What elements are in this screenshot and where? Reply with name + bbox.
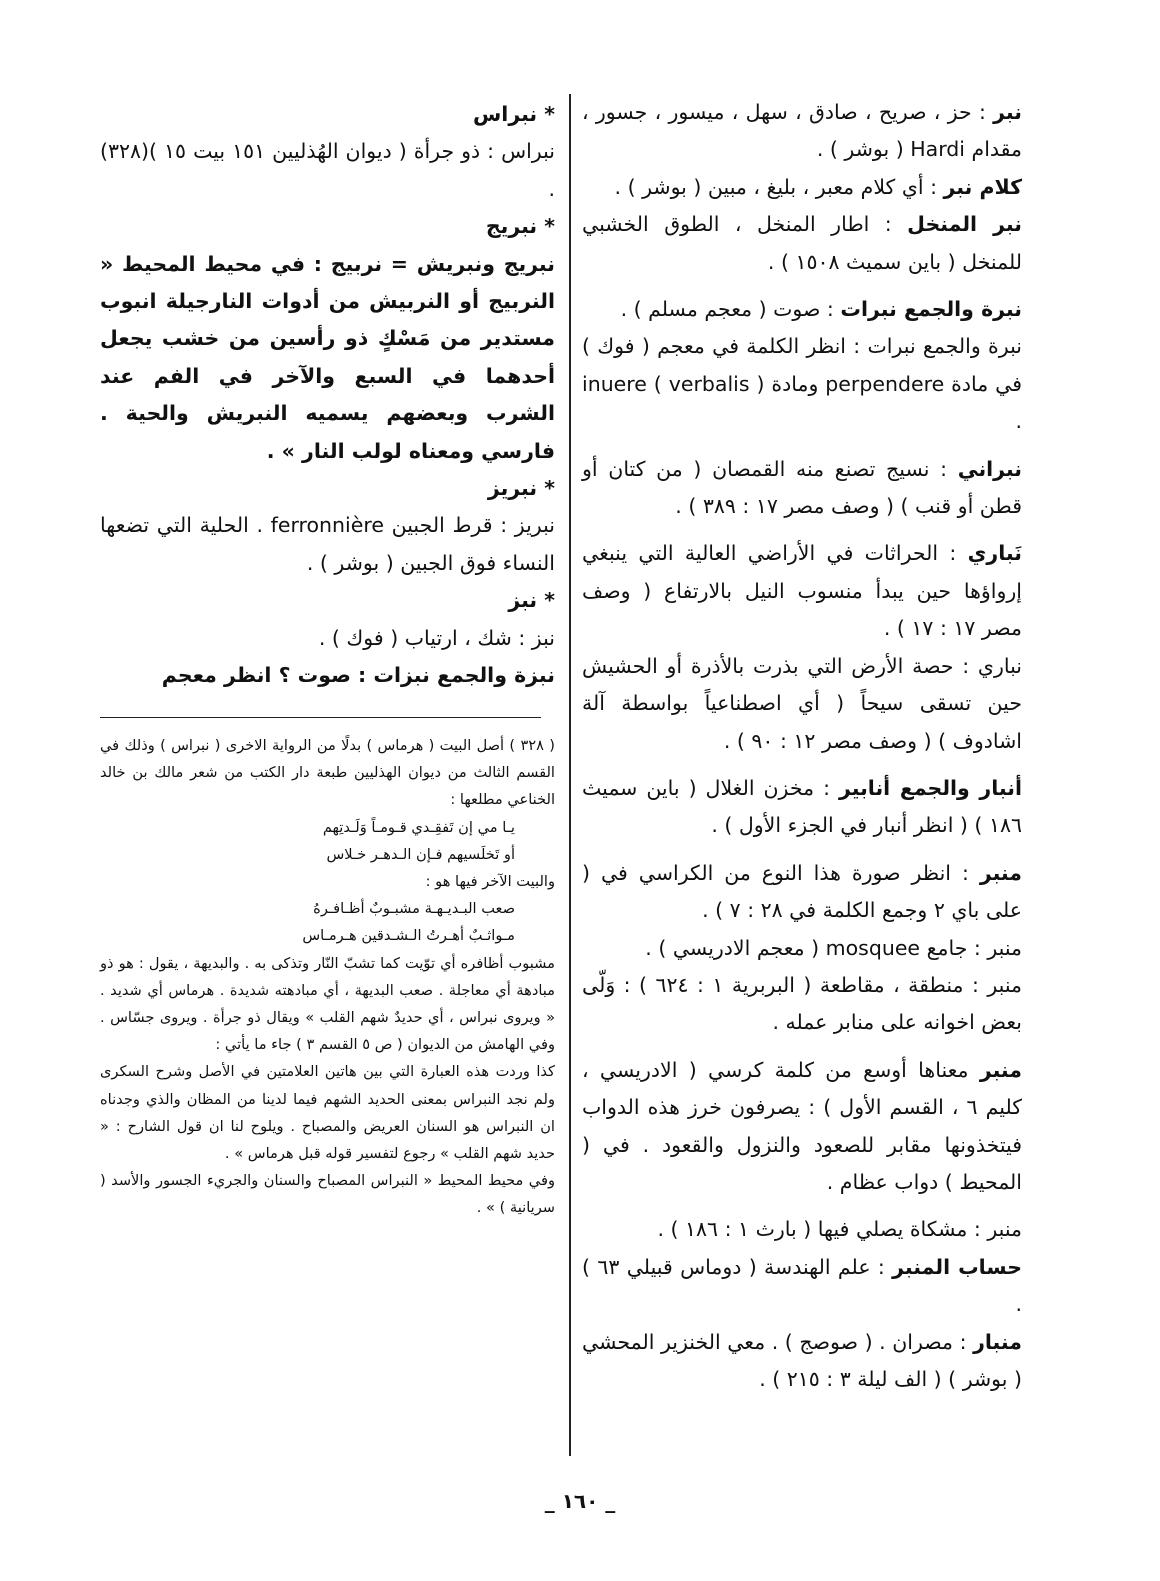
footnote-paragraph: والبيت الآخر فيها هو : <box>425 873 555 891</box>
dictionary-entry <box>582 451 1022 526</box>
footnote-paragraph: مشبوب أظافره أي توّيت كما تشبّ النّار وتذكى به . والبديهة ، يقول : هو ذو مبادهة أي معاجلة . صعب البديهة ، أي مبادهته شديدة . هرماس أي شديد . « ويروى نبراس ، أي حديدٌ شهم القلب » ويقال ذو جرأة . ويروى جسّاس . وفي الهامش من الديوان ( ص ٥ القسم ٣ ) جاء ما يأتي : <box>100 954 555 1054</box>
footnote-section <box>100 732 555 1222</box>
entry-definition: : انظر صورة هذا النوع من الكراسي في ( على باي ٢ وجمع الكلمة في ٢٨ : ٧ ) . <box>582 860 1022 923</box>
entry-definition: : علم الهندسة ( دوماس قبيلي ٦٣ ) . <box>582 1254 1022 1317</box>
section-heading: * نبز <box>508 588 555 613</box>
entry-headword: حساب المنبر <box>892 1254 1023 1279</box>
entry-definition: : أي كلام معبر ، بليغ ، مبين ( بوشر ) . <box>614 174 944 199</box>
poem-verse: يـا مي إن تَفقِـدي قـومـاً وَلَـدتِهم <box>322 818 515 836</box>
dictionary-entry <box>582 206 1022 281</box>
entry-headword: كلام نبر <box>943 174 1022 199</box>
dictionary-entry: نبزة والجمع نبزات : صوت ؟ انظر معجم <box>161 663 555 688</box>
dictionary-entry <box>582 967 1022 1042</box>
entry-headword: نبراني <box>957 456 1022 481</box>
entry-definition: منبر : مشكاة يصلي فيها ( بارث ١ : ١٨٦ ) . <box>657 1217 1022 1242</box>
entry-definition: : حز ، صريح ، صادق ، سهل ، ميسور ، جسور ، مقدام Hardi ( بوشر ) . <box>582 100 1022 162</box>
poem-verse: صعب البـديـهـة مشبـوبٌ أظـافـرهُ <box>313 900 515 918</box>
dictionary-entry <box>582 648 1022 760</box>
footnote-rule <box>100 717 541 718</box>
dictionary-entry: نبريج ونبريش = نربيج : في محيط المحيط « النربيج أو النربيش من أدوات النارجيلة انبوب مستدير من مَسْكٍ ذو رأسين من خشب يجعل أحدهما في السبع والآخر في الفم عند الشرب وبعضهم يسميه النبريش والحية . فارسي ومعناه لولب النار » . <box>100 251 555 463</box>
entry-definition: منبر : جامع mosquee ( معجم الادريسي ) . <box>645 935 1022 960</box>
dictionary-entry <box>582 1324 1022 1399</box>
dictionary-entry <box>582 930 1022 967</box>
entry-headword: نَباري <box>967 541 1022 566</box>
entry-headword: نبر المنخل <box>907 212 1022 237</box>
entry-definition: : صوت ( معجم مسلم ) . <box>620 297 841 322</box>
section-heading: * نبريز <box>487 476 555 501</box>
dictionary-entry <box>582 328 1022 440</box>
dictionary-entry <box>582 1211 1022 1248</box>
entry-definition: معناها أوسع من كلمة كرسي ( الادريسي ، كليم ٦ ، القسم الأول ) : يصرفون خرز هذه الدواب فيتخذونها مقابر للصعود والنزول والقعود . في ( المحيط ) دواب عظام . <box>582 1057 1022 1194</box>
footnote-paragraph: كذا وردت هذه العبارة التي بين هاتين العلامتين في الأصل وشرح السكرى ولم نجد النبراس بمعنى الحديد الشهم فيما لدينا من المظان والذي وجدناه ان النبراس هو السنان العريض والمصباح . ويلوح لنا ان قول الشارح : « حديد شهم القلب » رجوع لتفسير قوله قبل هرماس » . <box>100 1063 555 1163</box>
entry-headword: منبر <box>979 1057 1022 1082</box>
poem-verse: مـواثـبٌ أهـرتُ الـشـدقين هـرمـاس <box>302 927 515 945</box>
entry-definition: منبر : منطقة ، مقاطعة ( البربرية ١ : ٦٢٤ ) : وَلّى بعض اخوانه على منابر عمله . <box>582 972 1022 1035</box>
entry-headword: منبر <box>979 860 1022 885</box>
dictionary-entry <box>582 1249 1022 1324</box>
dictionary-entry: نبز : شك ، ارتياب ( فوك ) . <box>318 625 555 650</box>
entry-definition: : مخزن الغلال ( باين سميث ١٨٦ ) ( انظر أنبار في الجزء الأول ) . <box>582 775 1022 838</box>
dictionary-entry <box>582 770 1022 845</box>
entry-headword: نبرة والجمع نبرات <box>840 297 1022 322</box>
dictionary-entry <box>582 94 1022 169</box>
footnote-paragraph: ( ٣٢٨ ) أصل البيت ( هرماس ) بدلًا من الرواية الاخرى ( نبراس ) وذلك في القسم الثالث من ديوان الهذليين طبعة دار الكتب من شعر مالك بن خالد الخناعي مطلعها : <box>100 737 555 809</box>
entry-definition: : الحراثات في الأراضي العالية التي ينبغي إرواؤها حين يبدأ منسوب النيل بالارتفاع ( وصف مصر ١٧ : ١٧ ) . <box>582 541 1022 641</box>
entry-definition: نبرة والجمع نبرات : انظر الكلمة في معجم ( فوك ) في مادة perpendere ومادة inuere ( verbalis ) . <box>582 334 1023 434</box>
column-divider <box>569 94 571 1456</box>
dictionary-entry <box>582 855 1022 930</box>
footnote-paragraph: وفي محيط المحيط « النبراس المصباح والسنان والجريء الجسور والأسد ( سريانية ) » . <box>100 1172 555 1217</box>
section-heading: * نبريج <box>485 214 555 239</box>
left-column <box>100 96 555 695</box>
dictionary-entry <box>582 535 1022 647</box>
dictionary-entry: نبراس : ذو جرأة ( ديوان الهُذليين ١٥١ بيت ١٥ )(٣٢٨) . <box>100 139 555 201</box>
right-column <box>582 94 1022 1398</box>
dictionary-entry <box>582 1052 1022 1202</box>
entry-headword: أنبار والجمع أنابير <box>838 775 1022 800</box>
entry-definition: نباري : حصة الأرض التي بذرت بالأذرة أو الحشيش حين تسقى سيحاً ( أي اصطناعياً بواسطة آلة اشادوف ) ( وصف مصر ١٢ : ٩٠ ) . <box>582 653 1022 753</box>
entry-definition: : نسيج تصنع منه القمصان ( من كتان أو قطن أو قنب ) ( وصف مصر ١٧ : ٣٨٩ ) . <box>582 456 1022 519</box>
dictionary-entry <box>582 169 1022 206</box>
dictionary-entry: نبريز : قرط الجبين ferronnière . الحلية التي تضعها النساء فوق الجبين ( بوشر ) . <box>100 513 555 575</box>
section-heading: * نبراس <box>473 102 555 126</box>
poem-verse: أو تَخلَسيهم فـإن الـدهـر خـلاس <box>326 845 515 863</box>
entry-definition: : مصران . ( صوصج ) . معي الخنزير المحشي ( بوشر ) ( الف ليلة ٣ : ٢١٥ ) . <box>582 1329 1022 1391</box>
entry-definition: : اطار المنخل ، الطوق الخشبي للمنخل ( باين سميث ١٥٠٨ ) . <box>582 212 1022 274</box>
dictionary-entry <box>582 291 1022 328</box>
page-number: _ ١٦٠ _ <box>544 1489 616 1513</box>
entry-headword: منبار <box>973 1329 1022 1354</box>
entry-headword: نبر <box>993 100 1022 124</box>
